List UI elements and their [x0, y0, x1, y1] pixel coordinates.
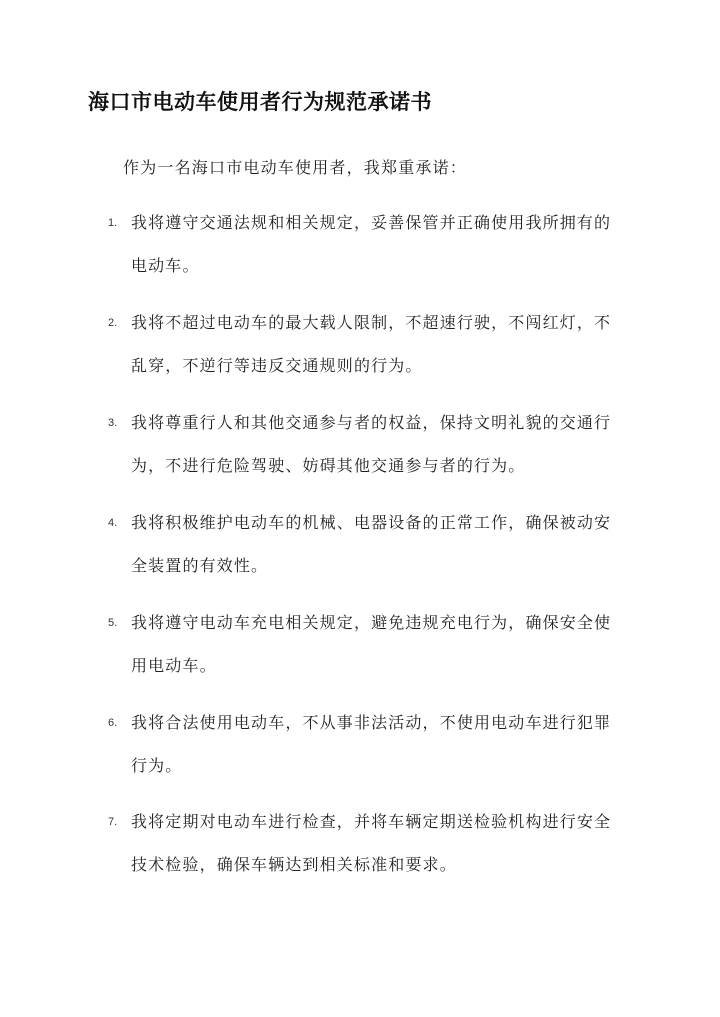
- list-item-text: 我将遵守电动车充电相关规定，避免违规充电行为，确保安全使用电动车。: [131, 613, 612, 675]
- document-title: 海口市电动车使用者行为规范承诺书: [88, 89, 432, 114]
- list-item-number: 6.: [108, 717, 118, 729]
- list-item-text: 我将尊重行人和其他交通参与者的权益，保持文明礼貌的交通行为，不进行危险驾驶、妨碍其他交通参与者的行为。: [131, 413, 612, 475]
- document-intro: 作为一名海口市电动车使用者，我郑重承诺：: [123, 158, 468, 177]
- list-item-text: 我将遵守交通法规和相关规定，妥善保管并正确使用我所拥有的电动车。: [131, 213, 612, 275]
- list-item-number: 7.: [108, 816, 118, 828]
- list-item-text: 我将合法使用电动车，不从事非法活动，不使用电动车进行犯罪行为。: [131, 713, 612, 775]
- list-item-text: 我将积极维护电动车的机械、电器设备的正常工作，确保被动安全装置的有效性。: [131, 513, 612, 575]
- list-item-text: 我将定期对电动车进行检查，并将车辆定期送检验机构进行安全技术检验，确保车辆达到相关标准和要求。: [131, 812, 612, 874]
- list-item-number: 5.: [108, 617, 118, 629]
- list-item-number: 2.: [108, 317, 118, 329]
- list-item-number: 1.: [108, 217, 118, 229]
- list-item-text: 我将不超过电动车的最大载人限制，不超速行驶，不闯红灯，不乱穿，不逆行等违反交通规则的行为。: [131, 313, 612, 375]
- list-item-number: 4.: [108, 517, 118, 529]
- list-item-number: 3.: [108, 417, 118, 429]
